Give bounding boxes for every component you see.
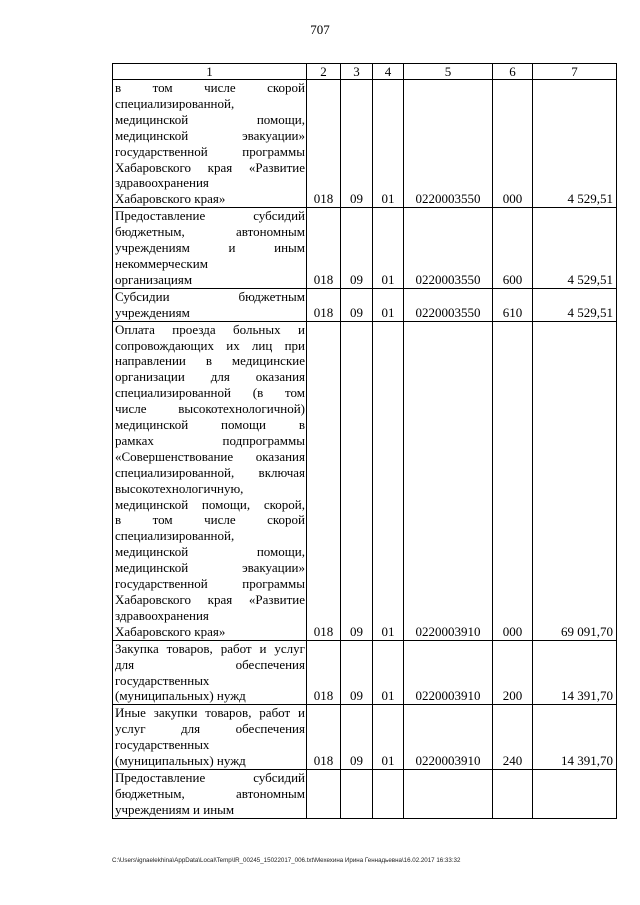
row-target-cell: 0220003910 bbox=[404, 705, 493, 770]
row-name-line: специализированной, bbox=[115, 528, 235, 544]
table-row bbox=[113, 640, 617, 705]
row-name-line: бюджетным, автономным bbox=[115, 224, 305, 240]
column-header-name: 1 bbox=[113, 64, 307, 80]
row-name-cell bbox=[113, 288, 307, 321]
table-row bbox=[113, 321, 617, 640]
column-header-amount: 7 bbox=[533, 64, 617, 80]
page-number: 707 bbox=[310, 22, 330, 37]
row-ministry-cell bbox=[307, 769, 341, 818]
row-ministry-cell: 018 bbox=[307, 80, 341, 208]
row-subsection-cell bbox=[373, 769, 404, 818]
row-name-line: Иные закупки товаров, работ и bbox=[115, 705, 305, 721]
row-name-line: учреждениям bbox=[115, 304, 190, 320]
row-name-line: некоммерческим bbox=[115, 255, 208, 271]
row-target-cell: 0220003550 bbox=[404, 80, 493, 208]
row-target-cell: 0220003910 bbox=[404, 640, 493, 705]
row-name-cell bbox=[113, 705, 307, 770]
row-name-line: для обеспечения bbox=[115, 656, 305, 672]
row-kind-cell: 000 bbox=[493, 321, 533, 640]
row-subsection-cell: 01 bbox=[373, 321, 404, 640]
row-amount-cell: 69 091,70 bbox=[533, 321, 617, 640]
row-amount-cell: 4 529,51 bbox=[533, 288, 617, 321]
row-name-line: числе высокотехнологичной) bbox=[115, 401, 305, 417]
row-amount-cell: 4 529,51 bbox=[533, 80, 617, 208]
row-subsection-cell: 01 bbox=[373, 80, 404, 208]
row-name-line: медицинской помощи, bbox=[115, 544, 305, 560]
row-ministry-cell: 018 bbox=[307, 208, 341, 289]
row-name-line: специализированной, bbox=[115, 95, 235, 111]
row-name-cell bbox=[113, 640, 307, 705]
row-name-line: медицинской эвакуации» bbox=[115, 560, 305, 576]
row-name-line: (муниципальных) нужд bbox=[115, 753, 246, 769]
row-section-cell: 09 bbox=[341, 640, 373, 705]
row-kind-cell: 240 bbox=[493, 705, 533, 770]
row-subsection-cell: 01 bbox=[373, 208, 404, 289]
row-name-line: Хабаровского края «Развитие bbox=[115, 592, 305, 607]
row-name-line: специализированной (в том bbox=[115, 385, 305, 401]
row-name-line: Субсидии бюджетным bbox=[115, 288, 305, 304]
row-name-line: медицинской помощи, скорой, bbox=[115, 496, 305, 512]
column-header-kind: 6 bbox=[493, 64, 533, 80]
budget-table bbox=[112, 63, 617, 819]
row-name-line: учреждениям и иным bbox=[115, 240, 305, 256]
table-row bbox=[113, 705, 617, 770]
row-target-cell: 0220003550 bbox=[404, 288, 493, 321]
row-name-cell bbox=[113, 80, 307, 208]
row-name-cell bbox=[113, 321, 307, 640]
row-name-line: организациям bbox=[115, 271, 193, 287]
row-name-line: в том числе скорой bbox=[115, 512, 305, 528]
row-kind-cell bbox=[493, 769, 533, 818]
row-name-line: учреждениям и иным bbox=[115, 801, 235, 817]
row-ministry-cell: 018 bbox=[307, 705, 341, 770]
row-section-cell: 09 bbox=[341, 208, 373, 289]
row-name-line: Предоставление субсидий bbox=[115, 208, 305, 224]
row-ministry-cell: 018 bbox=[307, 321, 341, 640]
row-name-line: направлении в медицинские bbox=[115, 353, 305, 369]
row-name-line: высокотехнологичную, bbox=[115, 480, 244, 496]
row-ministry-cell: 018 bbox=[307, 288, 341, 321]
row-target-cell: 0220003550 bbox=[404, 208, 493, 289]
row-name-line: медицинской помощи, bbox=[115, 111, 305, 127]
row-name-line: Хабаровского края» bbox=[115, 623, 226, 639]
header-row bbox=[113, 64, 617, 80]
row-target-cell: 0220003910 bbox=[404, 321, 493, 640]
row-name-line: специализированной, включая bbox=[115, 464, 305, 480]
row-kind-cell: 000 bbox=[493, 80, 533, 208]
row-name-line: государственной программы bbox=[115, 143, 305, 159]
row-name-line: государственных bbox=[115, 737, 210, 753]
row-amount-cell bbox=[533, 769, 617, 818]
row-name-cell bbox=[113, 208, 307, 289]
row-name-cell bbox=[113, 769, 307, 818]
row-name-line: организации для оказания bbox=[115, 369, 305, 385]
row-name-line: «Совершенствование оказания bbox=[115, 448, 305, 464]
row-section-cell: 09 bbox=[341, 288, 373, 321]
row-kind-cell: 610 bbox=[493, 288, 533, 321]
row-name-line: здравоохранения bbox=[115, 175, 209, 191]
row-name-line: сопровождающих их лиц при bbox=[115, 337, 305, 353]
row-target-cell bbox=[404, 769, 493, 818]
row-name-line: медицинской эвакуации» bbox=[115, 127, 305, 143]
row-name-line: государственной программы bbox=[115, 576, 305, 592]
row-name-line: (муниципальных) нужд bbox=[115, 688, 246, 704]
row-name-line: здравоохранения bbox=[115, 607, 209, 623]
row-section-cell: 09 bbox=[341, 80, 373, 208]
row-subsection-cell: 01 bbox=[373, 705, 404, 770]
column-header-subsection: 4 bbox=[373, 64, 404, 80]
row-name-line: государственных bbox=[115, 672, 210, 688]
row-kind-cell: 600 bbox=[493, 208, 533, 289]
table-row bbox=[113, 769, 617, 818]
row-name-line: Хабаровского края «Развитие bbox=[115, 159, 305, 175]
table-row bbox=[113, 80, 617, 208]
table-row bbox=[113, 288, 617, 321]
row-name-line: Оплата проезда больных и bbox=[115, 321, 305, 337]
row-kind-cell: 200 bbox=[493, 640, 533, 705]
row-name-line: в том числе скорой bbox=[115, 80, 305, 95]
row-name-line: Хабаровского края» bbox=[115, 191, 226, 207]
table-row bbox=[113, 208, 617, 289]
row-name-line: услуг для обеспечения bbox=[115, 721, 305, 737]
row-section-cell bbox=[341, 769, 373, 818]
row-section-cell: 09 bbox=[341, 705, 373, 770]
row-name-line: Закупка товаров, работ и услуг bbox=[115, 640, 305, 656]
row-section-cell: 09 bbox=[341, 321, 373, 640]
row-amount-cell: 14 391,70 bbox=[533, 705, 617, 770]
column-header-ministry: 2 bbox=[307, 64, 341, 80]
row-amount-cell: 14 391,70 bbox=[533, 640, 617, 705]
row-name-line: бюджетным, автономным bbox=[115, 785, 305, 801]
row-name-line: медицинской помощи в bbox=[115, 417, 305, 433]
column-header-target: 5 bbox=[404, 64, 493, 80]
footer-file-path: C:\Users\ignaelekhina\AppData\Local\Temp\IR_00245_15022017_006.txt\Мехехина Ирина Геннадьевна\16.02.2017 16:33:32 bbox=[112, 857, 461, 864]
row-amount-cell: 4 529,51 bbox=[533, 208, 617, 289]
row-name-line: Предоставление субсидий bbox=[115, 769, 305, 785]
column-header-section: 3 bbox=[341, 64, 373, 80]
row-ministry-cell: 018 bbox=[307, 640, 341, 705]
row-subsection-cell: 01 bbox=[373, 288, 404, 321]
row-subsection-cell: 01 bbox=[373, 640, 404, 705]
row-name-line: рамках подпрограммы bbox=[115, 432, 305, 448]
